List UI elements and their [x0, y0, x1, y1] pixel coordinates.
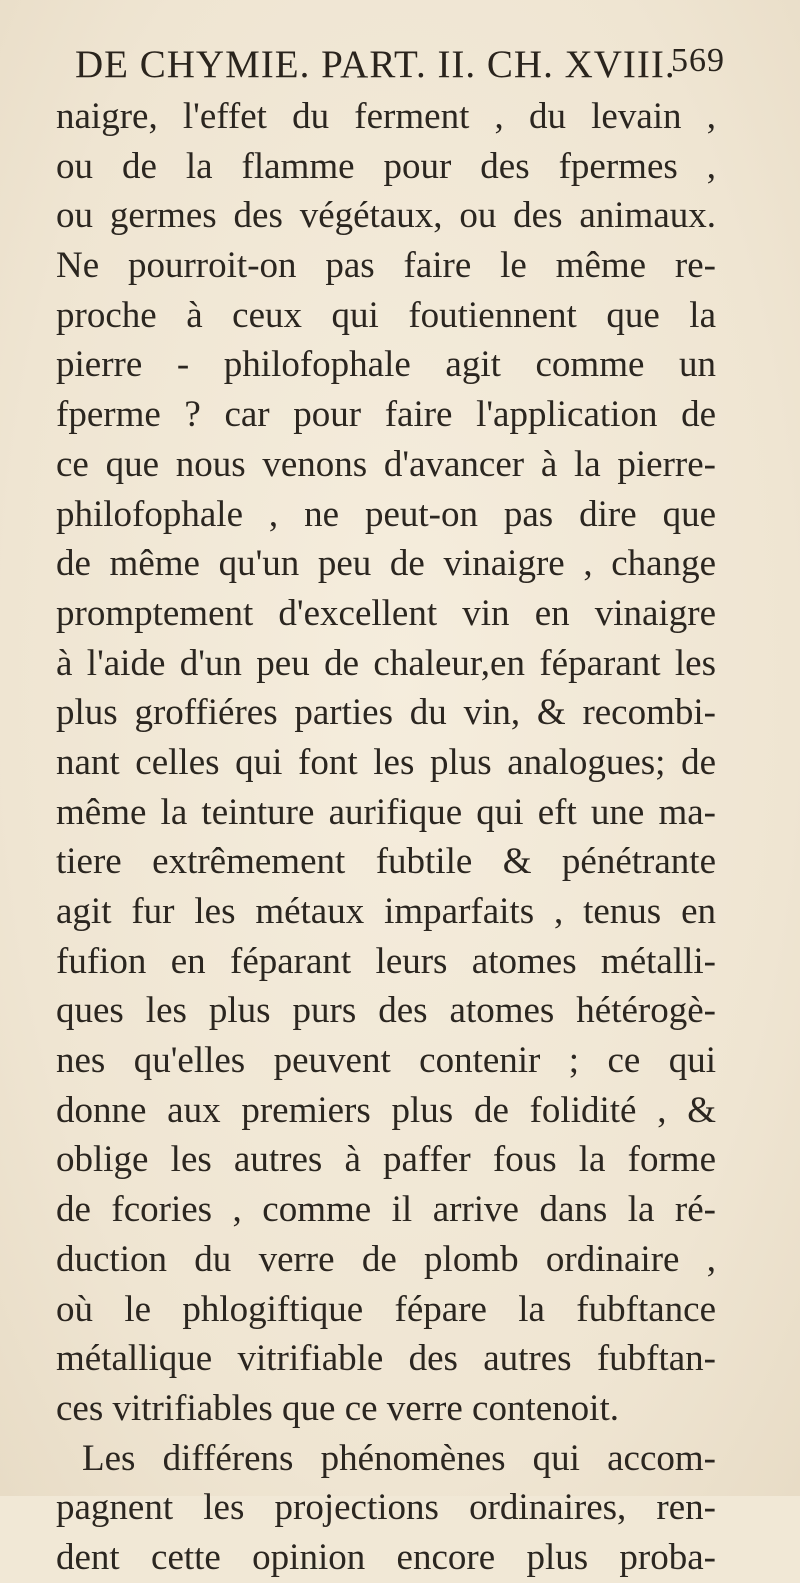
- page-number: 569: [671, 42, 725, 79]
- text-line: Les différens phénomènes qui accom-: [82, 1437, 716, 1479]
- text-line: de fcories , comme il arrive dans la ré-: [56, 1189, 716, 1231]
- text-line: oblige les autres à paffer fous la forme: [56, 1139, 716, 1181]
- text-line: duction du verre de plomb ordinaire ,: [56, 1238, 716, 1280]
- text-line: métallique vitrifiable des autres fubftan-: [56, 1338, 716, 1380]
- text-line: ou germes des végétaux, ou des animaux.: [56, 195, 716, 237]
- text-line: agit fur les métaux imparfaits , tenus en: [56, 891, 716, 932]
- text-line: ou de la flamme pour des fpermes ,: [56, 145, 716, 187]
- text-line: dent cette opinion encore plus proba-: [56, 1536, 716, 1578]
- text-line: donne aux premiers plus de folidité , &: [56, 1089, 716, 1131]
- text-line: même la teinture aurifique qui eft une ma-: [56, 791, 716, 833]
- text-line: fufion en féparant leurs atomes métalli-: [56, 940, 716, 982]
- text-line: pagnent les projections ordinaires, ren-: [56, 1487, 716, 1529]
- header-title: DE CHYMIE. PART. II. CH. XVIII.: [75, 43, 676, 86]
- text-line: de même qu'un peu de vinaigre , change: [56, 543, 716, 585]
- text-line: ques les plus purs des atomes hétérogè-: [56, 990, 716, 1032]
- text-line: naigre, l'effet du ferment , du levain ,: [56, 96, 716, 137]
- text-line: fperme ? car pour faire l'application de: [56, 394, 716, 436]
- running-header: [75, 42, 725, 90]
- text-line: ce que nous venons d'avancer à la pierre-: [56, 443, 716, 485]
- text-line: pierre - philofophale agit comme un: [56, 344, 716, 386]
- text-line: proche à ceux qui foutiennent que la: [56, 294, 716, 336]
- text-line: ces vitrifiables que ce verre contenoit.: [56, 1387, 619, 1429]
- text-line: nes qu'elles peuvent contenir ; ce qui: [56, 1040, 716, 1082]
- text-line: où le phlogiftique fépare la fubftance: [56, 1288, 716, 1330]
- text-line: nant celles qui font les plus analogues; de: [56, 741, 716, 783]
- body-text: [56, 92, 716, 1583]
- text-line: promptement d'excellent vin en vinaigre: [56, 592, 716, 634]
- text-line: Ne pourroit-on pas faire le même re-: [56, 245, 716, 287]
- text-line: tiere extrêmement fubtile & pénétrante: [56, 841, 716, 883]
- text-line: plus groffiéres parties du vin, & recombi-: [56, 692, 716, 734]
- text-line: à l'aide d'un peu de chaleur,en féparant les: [56, 642, 716, 684]
- text-line: philofophale , ne peut-on pas dire que: [56, 493, 716, 535]
